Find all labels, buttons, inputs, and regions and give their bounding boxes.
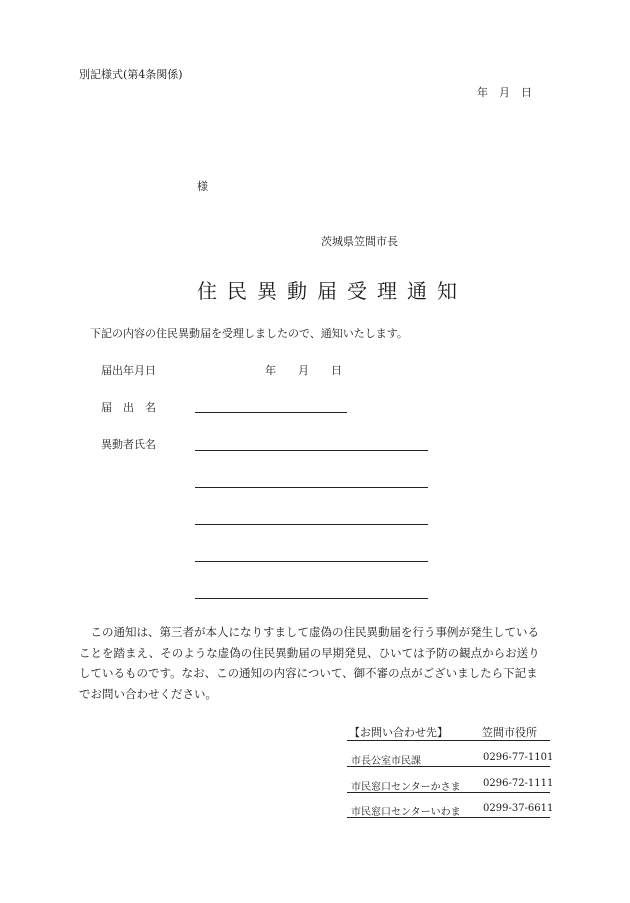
contact-phone: 0299-37-6611 (483, 803, 554, 814)
mover-name-line-3 (195, 524, 428, 525)
mover-name-line-2 (195, 487, 428, 488)
addressee-suffix: 様 (197, 180, 208, 193)
date-header: 年 月 日 (477, 86, 532, 99)
contact-phone: 0296-72-1111 (483, 778, 554, 789)
filing-date-label: 届出年月日 (101, 364, 156, 377)
form-reference: 別記様式(第4条関係) (79, 68, 183, 81)
contact-dept: 市民窓口センターかさま (351, 782, 461, 793)
contact-rule (347, 766, 550, 767)
intro-text: 下記の内容の住民異動届を受理しましたので、通知いたします。 (90, 327, 408, 340)
contact-office: 笠間市役所 (482, 726, 537, 739)
filing-date-value: 年 月 日 (265, 364, 342, 377)
contact-heading: 【お問い合わせ先】 (349, 726, 448, 739)
issuer-name: 茨城県笠間市長 (321, 235, 398, 248)
filer-label: 届 出 名 (101, 401, 156, 414)
contact-rule (347, 817, 550, 818)
contact-dept: 市長公室市民課 (351, 756, 421, 767)
page-title: 住民異動届受理通知 (197, 279, 467, 303)
contact-dept: 市民窓口センターいわま (351, 807, 461, 818)
notice-line: しているものです。なお、この通知の内容について、御不審の点がございましたら下記ま (79, 666, 538, 680)
mover-label: 異動者氏名 (101, 438, 156, 451)
filer-name-line (195, 412, 347, 413)
contact-rule-top (347, 740, 550, 741)
notice-line: この通知は、第三者が本人になりすまして虚偽の住民異動届を行う事例が発生している (79, 625, 539, 639)
notice-line: ことを踏まえ、そのような虚偽の住民異動届の早期発見、ひいては予防の観点からお送り (79, 645, 540, 660)
contact-rule (347, 792, 550, 793)
mover-name-line-1 (195, 450, 428, 451)
notice-line: でお問い合わせください。 (79, 686, 217, 701)
contact-phone: 0296-77-1101 (483, 752, 554, 763)
mover-name-line-5 (195, 598, 428, 599)
mover-name-line-4 (195, 561, 428, 562)
notice-paragraph (79, 622, 554, 704)
